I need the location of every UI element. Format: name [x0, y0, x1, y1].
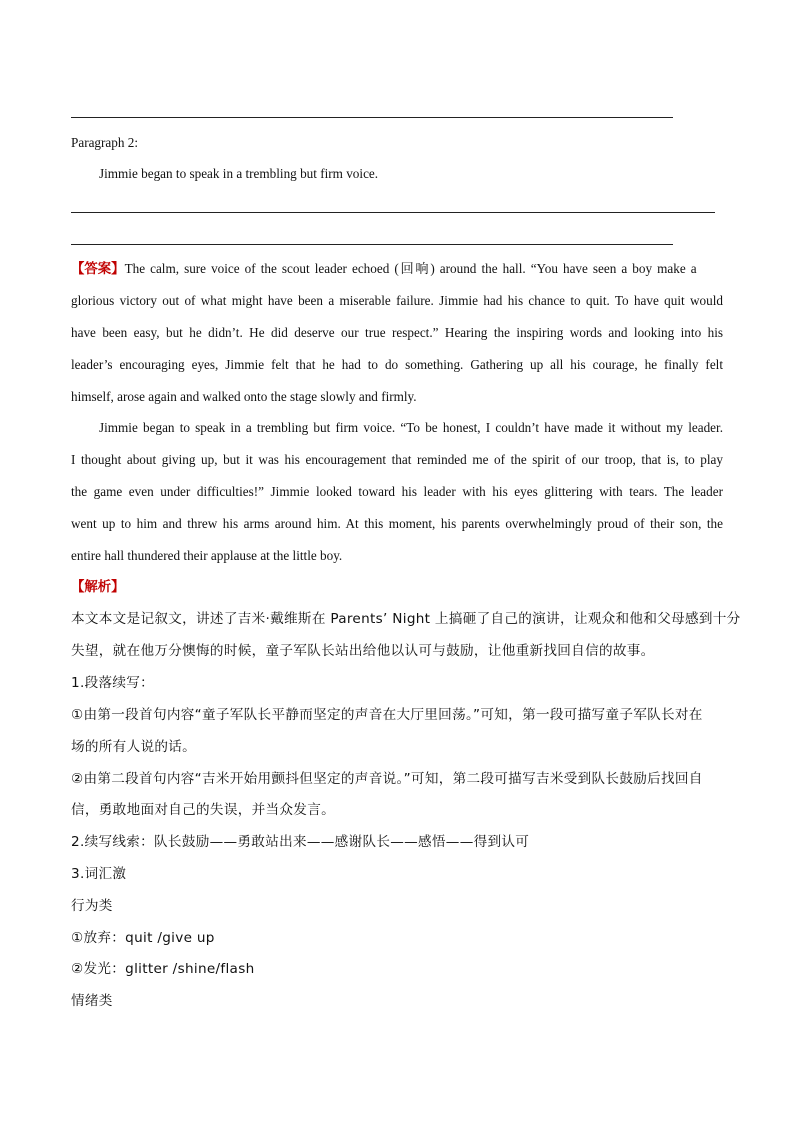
category-emotion: 情绪类 — [71, 993, 113, 1009]
section-3-title: 3.词汇激 — [71, 866, 127, 882]
section-1-item-1: ①由第一段首句内容“童子军队长平静而坚定的声音在大厅里回荡。”可知，第一段可描写童子军队长对在 — [71, 707, 703, 723]
blank-writing-line — [71, 117, 673, 118]
section-2-clues: 2.续写线索：队长鼓励——勇敢站出来——感谢队长——感悟——得到认可 — [71, 834, 530, 850]
analysis-label: 【解析】 — [71, 580, 125, 595]
paragraph-2-opening-sentence: Jimmie began to speak in a trembling but firm voice. — [99, 166, 379, 181]
answer-first-line — [71, 261, 697, 278]
answer-line: the game even under difficulties!” Jimmie looked toward his leader with his eyes glittering with tears. The leader — [71, 484, 723, 499]
analysis-summary-line: 本文本文是记叙文，讲述了吉米·戴维斯在 Parents’ Night 上搞砸了自己的演讲，让观众和他和父母感到十分 — [71, 611, 741, 627]
vocab-item-glitter: ②发光：glitter /shine/flash — [71, 961, 255, 977]
blank-writing-line — [71, 212, 715, 213]
answer-line: went up to him and threw his arms around him. At this moment, his parents overwhelmingly proud of their son, the — [71, 516, 723, 531]
section-1-item-1-cont: 场的所有人说的话。 — [71, 739, 197, 755]
answer-line: glorious victory out of what might have been a miserable failure. Jimmie had his chance to quit. To have quit would — [71, 293, 723, 308]
section-1-title: 1.段落续写： — [71, 675, 155, 691]
category-behavior: 行为类 — [71, 898, 113, 914]
answer-line: leader’s encouraging eyes, Jimmie felt that he had to do something. Gathering up all his courage, he finally felt — [71, 357, 723, 372]
answer-text: The calm, sure voice of the scout leader echoed (回响) around the hall. “You have seen a boy make a — [124, 261, 697, 276]
answer-label: 【答案】 — [71, 262, 125, 277]
answer-line: himself, arose again and walked onto the stage slowly and firmly. — [71, 389, 417, 404]
answer-line: I thought about giving up, but it was his encouragement that reminded me of the spirit of our troop, that is, to play — [71, 452, 723, 467]
vocab-item-quit: ①放弃：quit /give up — [71, 930, 215, 946]
answer-line: Jimmie began to speak in a trembling but firm voice. “To be honest, I couldn’t have made it without my leader. — [99, 420, 723, 435]
section-1-item-2-cont: 信，勇敢地面对自己的失误，并当众发言。 — [71, 802, 335, 818]
paragraph-2-label: Paragraph 2: — [71, 135, 139, 150]
answer-line: entire hall thundered their applause at the little boy. — [71, 548, 343, 563]
section-1-item-2: ②由第二段首句内容“吉米开始用颤抖但坚定的声音说。”可知，第二段可描写吉米受到队长鼓励后找回自 — [71, 771, 703, 787]
blank-writing-line — [71, 244, 673, 245]
answer-line: have been easy, but he didn’t. He did deserve our true respect.” Hearing the inspiring words and looking into his — [71, 325, 723, 340]
analysis-summary-line: 失望，就在他万分懊悔的时候，童子军队长站出给他以认可与鼓励，让他重新找回自信的故事。 — [71, 643, 655, 659]
